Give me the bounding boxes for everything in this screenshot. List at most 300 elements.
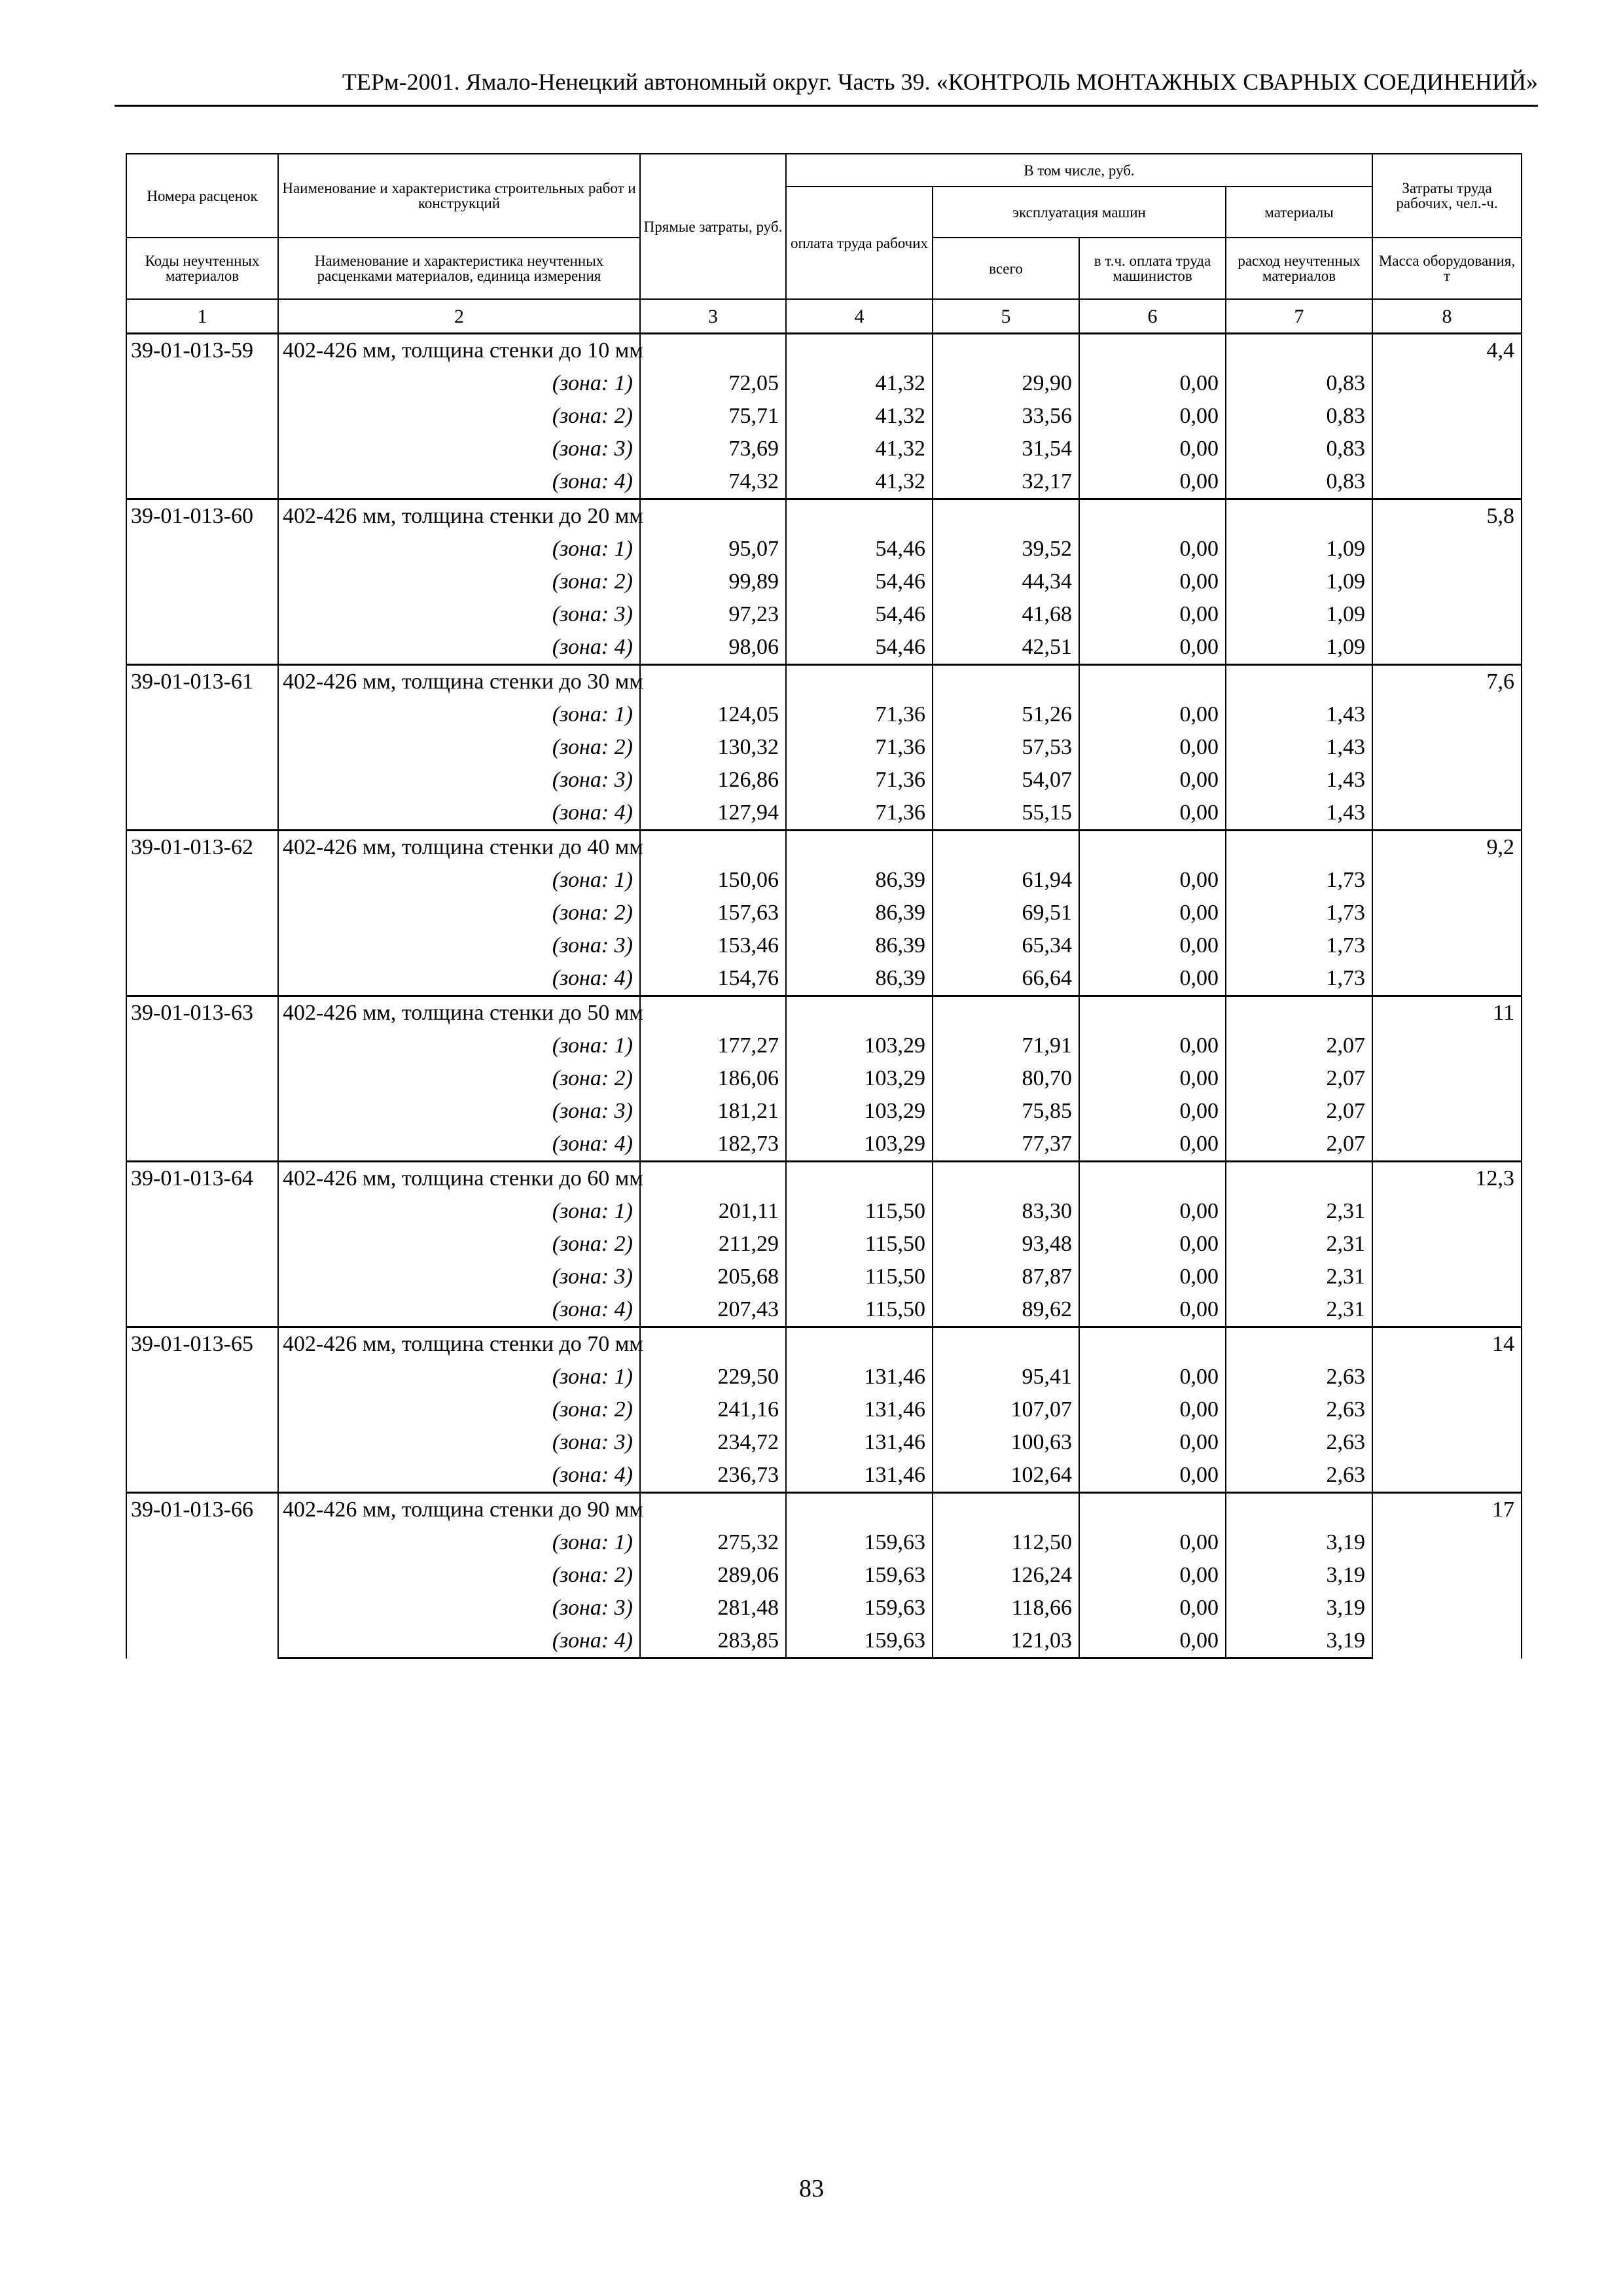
zone-label: (зона: 2) xyxy=(278,565,640,598)
zone-label: (зона: 4) xyxy=(278,465,640,499)
materials: 2,63 xyxy=(1226,1426,1372,1459)
zone-label: (зона: 3) xyxy=(278,929,640,962)
header-direct-costs: Прямые затраты, руб. xyxy=(640,154,786,299)
machinist-pay: 0,00 xyxy=(1079,433,1226,465)
rate-code: 39-01-013-60 xyxy=(126,499,278,665)
labor-pay: 54,46 xyxy=(786,533,933,565)
zone-row xyxy=(126,864,1522,897)
zone-row xyxy=(126,962,1522,996)
machinist-pay: 0,00 xyxy=(1079,465,1226,499)
direct-costs: 72,05 xyxy=(640,367,786,400)
materials: 1,09 xyxy=(1226,631,1372,665)
zone-row xyxy=(126,1195,1522,1228)
labor-pay: 54,46 xyxy=(786,631,933,665)
labor-pay: 71,36 xyxy=(786,797,933,831)
empty-cell xyxy=(1079,831,1226,865)
rate-row xyxy=(126,996,1522,1030)
zone-row xyxy=(126,565,1522,598)
zone-label: (зона: 1) xyxy=(278,533,640,565)
zone-label: (зона: 2) xyxy=(278,400,640,433)
column-numbers-row xyxy=(126,299,1522,334)
machinist-pay: 0,00 xyxy=(1079,1261,1226,1293)
machine-total: 33,56 xyxy=(933,400,1079,433)
direct-costs: 130,32 xyxy=(640,731,786,764)
zone-label: (зона: 1) xyxy=(278,367,640,400)
machine-total: 55,15 xyxy=(933,797,1079,831)
labor-pay: 86,39 xyxy=(786,864,933,897)
machine-total: 126,24 xyxy=(933,1559,1079,1592)
rate-row xyxy=(126,831,1522,865)
zone-row xyxy=(126,631,1522,665)
machinist-pay: 0,00 xyxy=(1079,1592,1226,1624)
zone-row xyxy=(126,1261,1522,1293)
labor-pay: 71,36 xyxy=(786,698,933,731)
empty-cell xyxy=(640,499,786,533)
materials: 3,19 xyxy=(1226,1624,1372,1659)
labor-pay: 86,39 xyxy=(786,962,933,996)
labor-pay: 41,32 xyxy=(786,465,933,499)
zone-row xyxy=(126,465,1522,499)
direct-costs: 74,32 xyxy=(640,465,786,499)
empty-cell xyxy=(1079,996,1226,1030)
materials: 1,73 xyxy=(1226,929,1372,962)
machinist-pay: 0,00 xyxy=(1079,1095,1226,1128)
zone-label: (зона: 4) xyxy=(278,1459,640,1493)
zone-label: (зона: 1) xyxy=(278,1361,640,1393)
empty-cell xyxy=(1226,1493,1372,1527)
labor-pay: 131,46 xyxy=(786,1361,933,1393)
machinist-pay: 0,00 xyxy=(1079,1624,1226,1659)
zone-row xyxy=(126,764,1522,797)
rate-title: 402-426 мм, толщина стенки до 60 мм xyxy=(278,1162,640,1196)
zone-row xyxy=(126,1426,1522,1459)
direct-costs: 205,68 xyxy=(640,1261,786,1293)
materials: 2,31 xyxy=(1226,1228,1372,1261)
machine-total: 32,17 xyxy=(933,465,1079,499)
empty-cell xyxy=(1079,665,1226,699)
zone-label: (зона: 1) xyxy=(278,1195,640,1228)
zone-label: (зона: 4) xyxy=(278,1293,640,1327)
machinist-pay: 0,00 xyxy=(1079,565,1226,598)
empty-cell xyxy=(933,1162,1079,1196)
machine-total: 87,87 xyxy=(933,1261,1079,1293)
machine-total: 41,68 xyxy=(933,598,1079,631)
empty-cell xyxy=(640,1162,786,1196)
labor-costs: 17 xyxy=(1372,1493,1522,1659)
header-work-name: Наименование и характеристика строительных работ и конструкций xyxy=(278,154,640,238)
materials: 1,43 xyxy=(1226,731,1372,764)
machinist-pay: 0,00 xyxy=(1079,1459,1226,1493)
machine-total: 95,41 xyxy=(933,1361,1079,1393)
zone-label: (зона: 1) xyxy=(278,698,640,731)
labor-costs: 5,8 xyxy=(1372,499,1522,665)
rate-title: 402-426 мм, толщина стенки до 20 мм xyxy=(278,499,640,533)
direct-costs: 234,72 xyxy=(640,1426,786,1459)
direct-costs: 150,06 xyxy=(640,864,786,897)
labor-pay: 103,29 xyxy=(786,1128,933,1162)
zone-label: (зона: 2) xyxy=(278,1228,640,1261)
page-number: 83 xyxy=(799,2175,824,2202)
materials: 1,73 xyxy=(1226,864,1372,897)
machine-total: 75,85 xyxy=(933,1095,1079,1128)
zone-row xyxy=(126,1526,1522,1559)
zone-label: (зона: 4) xyxy=(278,797,640,831)
empty-cell xyxy=(933,1493,1079,1527)
labor-pay: 54,46 xyxy=(786,565,933,598)
zone-row xyxy=(126,1624,1522,1659)
direct-costs: 236,73 xyxy=(640,1459,786,1493)
machinist-pay: 0,00 xyxy=(1079,929,1226,962)
materials: 1,43 xyxy=(1226,698,1372,731)
direct-costs: 75,71 xyxy=(640,400,786,433)
empty-cell xyxy=(1079,334,1226,368)
rate-title: 402-426 мм, толщина стенки до 30 мм xyxy=(278,665,640,699)
direct-costs: 201,11 xyxy=(640,1195,786,1228)
empty-cell xyxy=(786,1162,933,1196)
materials: 2,31 xyxy=(1226,1293,1372,1327)
zone-label: (зона: 3) xyxy=(278,1095,640,1128)
column-number: 6 xyxy=(1079,299,1226,334)
direct-costs: 207,43 xyxy=(640,1293,786,1327)
column-number: 3 xyxy=(640,299,786,334)
labor-pay: 159,63 xyxy=(786,1624,933,1659)
header-rate-numbers: Номера расценок xyxy=(126,154,278,238)
zone-row xyxy=(126,400,1522,433)
running-header: ТЕРм-2001. Ямало-Ненецкий автономный округ. Часть 39. «КОНТРОЛЬ МОНТАЖНЫХ СВАРНЫХ СОЕДИНЕНИЙ» xyxy=(342,69,1538,95)
rate-title: 402-426 мм, толщина стенки до 10 мм xyxy=(278,334,640,368)
machinist-pay: 0,00 xyxy=(1079,598,1226,631)
column-number: 2 xyxy=(278,299,640,334)
zone-label: (зона: 4) xyxy=(278,1128,640,1162)
zone-row xyxy=(126,1293,1522,1327)
direct-costs: 126,86 xyxy=(640,764,786,797)
empty-cell xyxy=(1226,996,1372,1030)
machine-total: 54,07 xyxy=(933,764,1079,797)
materials: 2,63 xyxy=(1226,1393,1372,1426)
machine-total: 118,66 xyxy=(933,1592,1079,1624)
empty-cell xyxy=(933,831,1079,865)
zone-row xyxy=(126,1559,1522,1592)
machine-total: 69,51 xyxy=(933,897,1079,929)
zone-label: (зона: 3) xyxy=(278,433,640,465)
labor-costs: 11 xyxy=(1372,996,1522,1162)
materials: 1,09 xyxy=(1226,565,1372,598)
machine-total: 61,94 xyxy=(933,864,1079,897)
direct-costs: 289,06 xyxy=(640,1559,786,1592)
direct-costs: 181,21 xyxy=(640,1095,786,1128)
header-materials: материалы xyxy=(1226,187,1372,238)
header-material-codes: Коды неучтенных материалов xyxy=(126,238,278,299)
header-equipment-mass: Масса оборудования, т xyxy=(1372,238,1522,299)
zone-row xyxy=(126,1030,1522,1062)
labor-pay: 115,50 xyxy=(786,1261,933,1293)
header-unaccounted-materials: расход неучтенных материалов xyxy=(1226,238,1372,299)
rate-title: 402-426 мм, толщина стенки до 50 мм xyxy=(278,996,640,1030)
materials: 0,83 xyxy=(1226,465,1372,499)
zone-row xyxy=(126,1459,1522,1493)
labor-pay: 103,29 xyxy=(786,1062,933,1095)
rates-body xyxy=(126,334,1522,1659)
column-number: 8 xyxy=(1372,299,1522,334)
zone-label: (зона: 3) xyxy=(278,764,640,797)
machinist-pay: 0,00 xyxy=(1079,400,1226,433)
labor-pay: 103,29 xyxy=(786,1030,933,1062)
rate-row xyxy=(126,665,1522,699)
direct-costs: 177,27 xyxy=(640,1030,786,1062)
zone-label: (зона: 4) xyxy=(278,631,640,665)
labor-pay: 115,50 xyxy=(786,1228,933,1261)
header-labor-costs: Затраты труда рабочих, чел.-ч. xyxy=(1372,154,1522,238)
machinist-pay: 0,00 xyxy=(1079,731,1226,764)
direct-costs: 95,07 xyxy=(640,533,786,565)
direct-costs: 157,63 xyxy=(640,897,786,929)
machinist-pay: 0,00 xyxy=(1079,1426,1226,1459)
rate-code: 39-01-013-62 xyxy=(126,831,278,996)
zone-row xyxy=(126,1361,1522,1393)
direct-costs: 99,89 xyxy=(640,565,786,598)
zone-row xyxy=(126,1062,1522,1095)
rate-row xyxy=(126,1493,1522,1527)
materials: 0,83 xyxy=(1226,400,1372,433)
labor-costs: 12,3 xyxy=(1372,1162,1522,1327)
header-machine-total: всего xyxy=(933,238,1079,299)
labor-costs: 4,4 xyxy=(1372,334,1522,499)
materials: 3,19 xyxy=(1226,1526,1372,1559)
zone-row xyxy=(126,698,1522,731)
direct-costs: 182,73 xyxy=(640,1128,786,1162)
column-number: 7 xyxy=(1226,299,1372,334)
rate-code: 39-01-013-59 xyxy=(126,334,278,499)
empty-cell xyxy=(786,1327,933,1361)
zone-row xyxy=(126,433,1522,465)
materials: 0,83 xyxy=(1226,367,1372,400)
machine-total: 102,64 xyxy=(933,1459,1079,1493)
materials: 1,09 xyxy=(1226,598,1372,631)
empty-cell xyxy=(1226,1327,1372,1361)
machinist-pay: 0,00 xyxy=(1079,864,1226,897)
column-number: 5 xyxy=(933,299,1079,334)
empty-cell xyxy=(786,831,933,865)
zone-label: (зона: 2) xyxy=(278,1062,640,1095)
empty-cell xyxy=(786,499,933,533)
labor-pay: 115,50 xyxy=(786,1293,933,1327)
empty-cell xyxy=(933,1327,1079,1361)
materials: 2,63 xyxy=(1226,1361,1372,1393)
machinist-pay: 0,00 xyxy=(1079,367,1226,400)
labor-costs: 7,6 xyxy=(1372,665,1522,831)
empty-cell xyxy=(640,996,786,1030)
empty-cell xyxy=(1079,1162,1226,1196)
direct-costs: 275,32 xyxy=(640,1526,786,1559)
labor-pay: 41,32 xyxy=(786,400,933,433)
materials: 1,09 xyxy=(1226,533,1372,565)
machine-total: 51,26 xyxy=(933,698,1079,731)
zone-label: (зона: 1) xyxy=(278,864,640,897)
machine-total: 71,91 xyxy=(933,1030,1079,1062)
empty-cell xyxy=(786,996,933,1030)
empty-cell xyxy=(933,499,1079,533)
direct-costs: 283,85 xyxy=(640,1624,786,1659)
machine-total: 83,30 xyxy=(933,1195,1079,1228)
empty-cell xyxy=(640,1327,786,1361)
materials: 1,43 xyxy=(1226,764,1372,797)
zone-row xyxy=(126,897,1522,929)
labor-pay: 131,46 xyxy=(786,1393,933,1426)
machinist-pay: 0,00 xyxy=(1079,1030,1226,1062)
header-machinist-pay: в т.ч. оплата труда машинистов xyxy=(1079,238,1226,299)
machinist-pay: 0,00 xyxy=(1079,797,1226,831)
materials: 1,73 xyxy=(1226,962,1372,996)
zone-row xyxy=(126,533,1522,565)
materials: 2,07 xyxy=(1226,1128,1372,1162)
rate-title: 402-426 мм, толщина стенки до 70 мм xyxy=(278,1327,640,1361)
machine-total: 29,90 xyxy=(933,367,1079,400)
machinist-pay: 0,00 xyxy=(1079,962,1226,996)
machine-total: 44,34 xyxy=(933,565,1079,598)
materials: 3,19 xyxy=(1226,1559,1372,1592)
zone-label: (зона: 3) xyxy=(278,1426,640,1459)
machinist-pay: 0,00 xyxy=(1079,1293,1226,1327)
labor-pay: 131,46 xyxy=(786,1459,933,1493)
zone-row xyxy=(126,731,1522,764)
labor-pay: 159,63 xyxy=(786,1526,933,1559)
zone-row xyxy=(126,367,1522,400)
rate-row xyxy=(126,1327,1522,1361)
zone-row xyxy=(126,797,1522,831)
machinist-pay: 0,00 xyxy=(1079,1559,1226,1592)
rate-code: 39-01-013-66 xyxy=(126,1493,278,1659)
empty-cell xyxy=(786,665,933,699)
empty-cell xyxy=(1226,499,1372,533)
direct-costs: 229,50 xyxy=(640,1361,786,1393)
materials: 2,07 xyxy=(1226,1062,1372,1095)
empty-cell xyxy=(1079,1493,1226,1527)
header-material-name: Наименование и характеристика неучтенных расценками материалов, единица измерения xyxy=(278,238,640,299)
machinist-pay: 0,00 xyxy=(1079,1062,1226,1095)
labor-costs: 14 xyxy=(1372,1327,1522,1493)
rate-row xyxy=(126,1162,1522,1196)
direct-costs: 211,29 xyxy=(640,1228,786,1261)
empty-cell xyxy=(1226,831,1372,865)
direct-costs: 186,06 xyxy=(640,1062,786,1095)
empty-cell xyxy=(933,665,1079,699)
machinist-pay: 0,00 xyxy=(1079,1195,1226,1228)
machinist-pay: 0,00 xyxy=(1079,764,1226,797)
empty-cell xyxy=(640,831,786,865)
empty-cell xyxy=(1226,665,1372,699)
machine-total: 107,07 xyxy=(933,1393,1079,1426)
table-head xyxy=(126,154,1522,334)
empty-cell xyxy=(933,996,1079,1030)
labor-pay: 71,36 xyxy=(786,731,933,764)
machine-total: 112,50 xyxy=(933,1526,1079,1559)
machine-total: 57,53 xyxy=(933,731,1079,764)
machinist-pay: 0,00 xyxy=(1079,698,1226,731)
direct-costs: 241,16 xyxy=(640,1393,786,1426)
direct-costs: 98,06 xyxy=(640,631,786,665)
zone-label: (зона: 3) xyxy=(278,1592,640,1624)
machine-total: 66,64 xyxy=(933,962,1079,996)
labor-pay: 86,39 xyxy=(786,929,933,962)
labor-pay: 103,29 xyxy=(786,1095,933,1128)
direct-costs: 127,94 xyxy=(640,797,786,831)
rate-row xyxy=(126,499,1522,533)
labor-pay: 71,36 xyxy=(786,764,933,797)
materials: 2,07 xyxy=(1226,1030,1372,1062)
materials: 2,31 xyxy=(1226,1195,1372,1228)
machinist-pay: 0,00 xyxy=(1079,1361,1226,1393)
machinist-pay: 0,00 xyxy=(1079,1526,1226,1559)
labor-pay: 159,63 xyxy=(786,1592,933,1624)
column-number: 4 xyxy=(786,299,933,334)
direct-costs: 153,46 xyxy=(640,929,786,962)
machinist-pay: 0,00 xyxy=(1079,631,1226,665)
machinist-pay: 0,00 xyxy=(1079,533,1226,565)
empty-cell xyxy=(1079,1327,1226,1361)
header-labor-pay: оплата труда рабочих xyxy=(786,187,933,299)
labor-pay: 159,63 xyxy=(786,1559,933,1592)
materials: 0,83 xyxy=(1226,433,1372,465)
machine-total: 89,62 xyxy=(933,1293,1079,1327)
zone-label: (зона: 3) xyxy=(278,598,640,631)
zone-label: (зона: 2) xyxy=(278,731,640,764)
zone-row xyxy=(126,598,1522,631)
machine-total: 31,54 xyxy=(933,433,1079,465)
rate-code: 39-01-013-63 xyxy=(126,996,278,1162)
zone-row xyxy=(126,1228,1522,1261)
rate-row xyxy=(126,334,1522,368)
rate-code: 39-01-013-65 xyxy=(126,1327,278,1493)
header-including: В том числе, руб. xyxy=(786,154,1372,187)
zone-label: (зона: 2) xyxy=(278,1393,640,1426)
empty-cell xyxy=(640,334,786,368)
zone-row xyxy=(126,1592,1522,1624)
column-number: 1 xyxy=(126,299,278,334)
zone-row xyxy=(126,929,1522,962)
machine-total: 65,34 xyxy=(933,929,1079,962)
labor-pay: 41,32 xyxy=(786,367,933,400)
materials: 2,07 xyxy=(1226,1095,1372,1128)
rate-title: 402-426 мм, толщина стенки до 40 мм xyxy=(278,831,640,865)
labor-pay: 115,50 xyxy=(786,1195,933,1228)
labor-pay: 131,46 xyxy=(786,1426,933,1459)
labor-costs: 9,2 xyxy=(1372,831,1522,996)
empty-cell xyxy=(640,665,786,699)
empty-cell xyxy=(786,1493,933,1527)
zone-row xyxy=(126,1128,1522,1162)
empty-cell xyxy=(786,334,933,368)
machinist-pay: 0,00 xyxy=(1079,1393,1226,1426)
header-machine-operation: эксплуатация машин xyxy=(933,187,1226,238)
zone-row xyxy=(126,1393,1522,1426)
machine-total: 100,63 xyxy=(933,1426,1079,1459)
direct-costs: 124,05 xyxy=(640,698,786,731)
rates-table xyxy=(126,153,1522,1659)
rate-title: 402-426 мм, толщина стенки до 90 мм xyxy=(278,1493,640,1527)
zone-label: (зона: 4) xyxy=(278,962,640,996)
labor-pay: 41,32 xyxy=(786,433,933,465)
materials: 1,43 xyxy=(1226,797,1372,831)
machinist-pay: 0,00 xyxy=(1079,897,1226,929)
empty-cell xyxy=(1226,334,1372,368)
machine-total: 77,37 xyxy=(933,1128,1079,1162)
zone-label: (зона: 2) xyxy=(278,1559,640,1592)
empty-cell xyxy=(1226,1162,1372,1196)
zone-label: (зона: 2) xyxy=(278,897,640,929)
materials: 3,19 xyxy=(1226,1592,1372,1624)
direct-costs: 73,69 xyxy=(640,433,786,465)
rate-code: 39-01-013-61 xyxy=(126,665,278,831)
